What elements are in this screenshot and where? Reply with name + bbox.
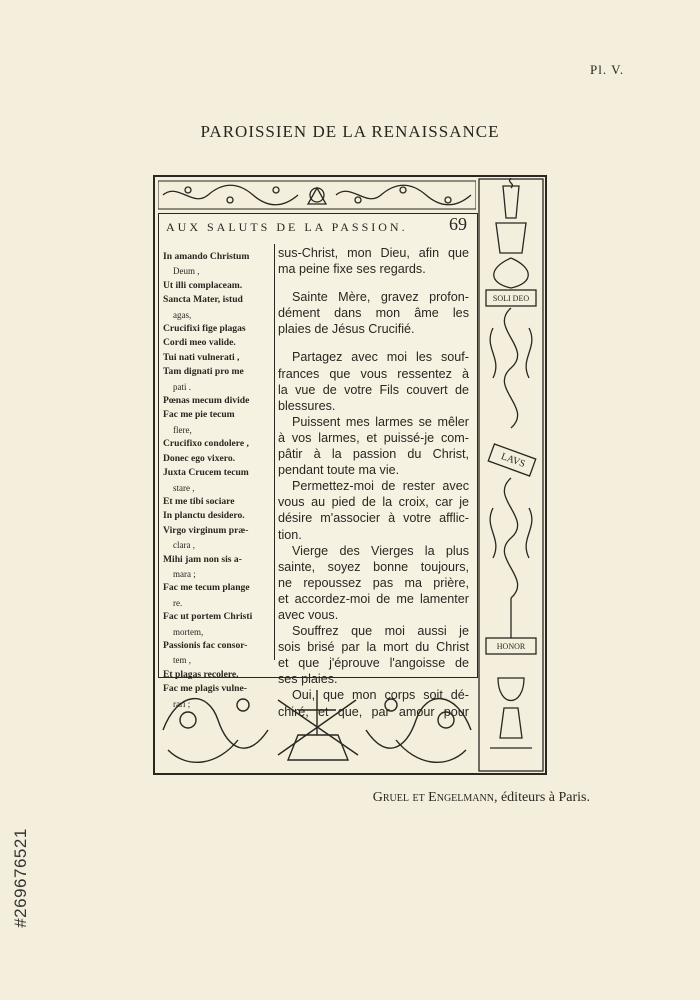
soli-deo-label: SOLI DEO xyxy=(492,294,530,303)
latin-line: In amando Christum xyxy=(163,251,250,262)
french-line: à vos larmes, et puissé-je com- xyxy=(278,430,469,445)
french-line: avec vous. xyxy=(278,607,339,622)
latin-line: mara ; xyxy=(173,568,196,579)
latin-line: Tam dignati pro me xyxy=(163,366,244,378)
french-column xyxy=(278,245,469,720)
french-line: tion. xyxy=(278,527,302,542)
latin-line: pati . xyxy=(173,381,191,392)
latin-line: clara , xyxy=(173,540,195,551)
french-line: ma peine fixe ses regards. xyxy=(278,262,426,277)
latin-line: Crucifixi fige plagas xyxy=(163,323,246,335)
latin-line: Tui nati vulnerati , xyxy=(163,351,240,363)
publisher-name: Gruel et Engelmann, xyxy=(372,790,498,805)
french-line: et accordez-moi de me lamenter xyxy=(278,591,469,606)
latin-line: Ut illi complaceam. xyxy=(163,279,243,291)
latin-line: Juxta Crucem tecum xyxy=(163,467,249,479)
page-number: 69 xyxy=(449,214,467,234)
latin-line: mortem, xyxy=(173,626,204,637)
right-ornament-column xyxy=(478,178,544,772)
latin-line: Sancta Mater, istud xyxy=(163,294,243,306)
latin-line: Et me tibi sociare xyxy=(163,495,235,507)
french-line: Souffrez que moi aussi je xyxy=(292,624,469,639)
running-head: AUX SALUTS DE LA PASSION. xyxy=(166,220,408,234)
latin-line: Et plagas recolere. xyxy=(163,668,239,680)
latin-line: rari ; xyxy=(173,698,191,709)
french-line: pâtir à la passion du Christ, xyxy=(278,447,469,462)
latin-line: Virgo virginum præ- xyxy=(163,524,249,536)
publisher-footer xyxy=(350,790,590,806)
latin-line: Deum , xyxy=(173,266,200,277)
french-line: ses plaies. xyxy=(278,672,338,687)
publisher-location: éditeurs à Paris. xyxy=(497,790,590,805)
stock-id-watermark xyxy=(6,765,36,990)
french-line: chiré, et que, par amour pour xyxy=(278,704,469,719)
honor-label: HONOR xyxy=(496,642,526,651)
paragraph-gap xyxy=(278,337,469,349)
french-line: blessures. xyxy=(278,398,336,413)
column-divider xyxy=(274,244,275,660)
latin-line: tem , xyxy=(173,655,191,666)
latin-line: Cordi meo valide. xyxy=(163,337,236,349)
french-line: Oui, que mon corps soit dé- xyxy=(292,688,469,703)
latin-line: Fac me pie tecum xyxy=(163,409,235,421)
stock-id-text: #269676521 xyxy=(11,827,30,928)
latin-line: Passionis fac consor- xyxy=(163,639,248,651)
latin-line: Fac ut portem Christi xyxy=(163,611,253,623)
latin-line: Mihi jam non sis a- xyxy=(163,553,242,565)
plate-number: Pl. V. xyxy=(590,62,625,77)
latin-line: In planctu desidero. xyxy=(163,510,245,522)
french-line: Partagez avec moi les souf- xyxy=(292,350,469,365)
latin-line: stare , xyxy=(173,482,195,493)
latin-line: Crucifixo condolere , xyxy=(163,438,249,450)
page-title: PAROISSIEN DE LA RENAISSANCE xyxy=(200,122,500,141)
laus-label: LAVS xyxy=(499,451,527,470)
french-line: dément dans mon âme les xyxy=(278,306,469,321)
latin-line: Fac me tecum plange xyxy=(163,582,250,594)
french-line: sois brisé par la mort du Christ xyxy=(278,640,469,655)
latin-line: Donec ego vixero. xyxy=(163,452,236,464)
french-line: et que j'éprouve l'angoisse de xyxy=(278,656,469,671)
french-line: pendant toute ma vie. xyxy=(278,463,400,478)
latin-line: Pœnas mecum divide xyxy=(163,395,250,407)
french-line: Vierge des Vierges la plus xyxy=(292,543,469,558)
french-line: vous au pied de la croix, car je xyxy=(278,495,469,510)
french-line: Puissent mes larmes se mêler xyxy=(292,414,469,429)
latin-line: re. xyxy=(173,597,183,608)
french-line: Permettez-moi de rester avec xyxy=(292,479,469,494)
latin-line: flere, xyxy=(173,424,192,435)
latin-line: agas, xyxy=(173,309,192,320)
french-line: ne repoussez pas ma prière, xyxy=(278,575,469,590)
french-line: désire m'associer à votre afflic- xyxy=(278,511,469,526)
french-line: frances que vous ressentez à xyxy=(278,366,469,381)
latin-column xyxy=(163,250,271,711)
french-line: plaies de Jésus Crucifié. xyxy=(278,322,415,337)
top-ornament-band xyxy=(158,180,476,210)
french-line: la vue de votre Fils couvert de xyxy=(278,382,469,397)
paragraph-gap xyxy=(278,277,469,289)
french-line: sainte, soyez bonne toujours, xyxy=(278,559,469,574)
french-line: sus-Christ, mon Dieu, afin que xyxy=(278,246,469,260)
latin-line: Fac me plagis vulne- xyxy=(163,683,247,695)
bottom-ornament-panel xyxy=(158,680,476,772)
french-line: Sainte Mère, gravez profon- xyxy=(292,290,469,305)
